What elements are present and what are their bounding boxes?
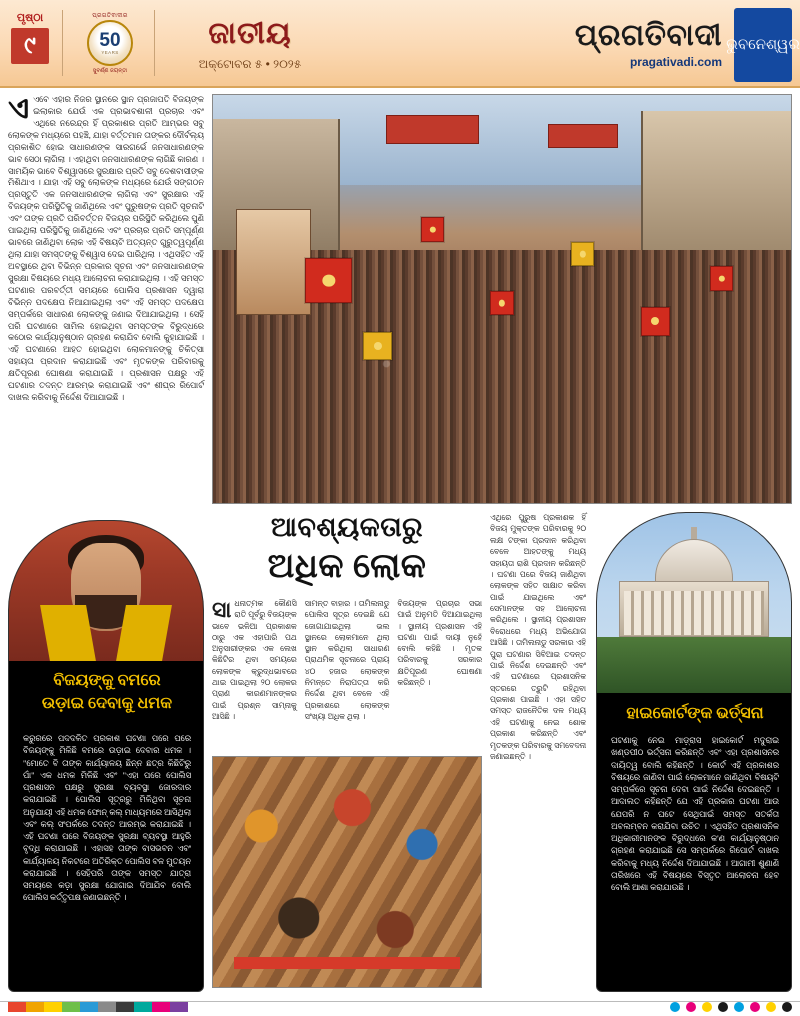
photo-banner-1 (386, 115, 478, 144)
footer-dot-2 (702, 1002, 712, 1012)
footer-swatch-0 (8, 1002, 26, 1012)
anniversary-top-text: ପ୍ରଗତିବାଦୀର (92, 13, 128, 19)
photo-flag-1 (305, 258, 351, 303)
page-number-box (8, 12, 52, 70)
page-label: ପୃଷ୍ଠା (16, 12, 44, 24)
anniversary-number: 50 (99, 30, 121, 51)
portrait-shawl-right (116, 605, 172, 661)
footer-swatch-8 (152, 1002, 170, 1012)
main-headline (212, 512, 482, 586)
footer-swatch-4 (80, 1002, 98, 1012)
footer-dot-3 (718, 1002, 728, 1012)
section-title: ଜାତୀୟ (208, 16, 292, 50)
lead-dropcap: ଏ (8, 92, 30, 125)
rally-crowd-photo (212, 94, 792, 504)
photo-building-right (641, 111, 791, 266)
section-title-block (160, 8, 340, 80)
high-court-panel (596, 512, 792, 992)
photo-flag-7 (710, 266, 733, 290)
masthead-divider-2 (154, 10, 155, 76)
brand-block (422, 14, 722, 74)
footer-dot-7 (782, 1002, 792, 1012)
photo-flag-2 (363, 332, 392, 361)
brand-url[interactable]: pragativadi.com (629, 55, 722, 69)
page-footer (0, 998, 800, 1016)
main-story-col-1 (212, 598, 297, 746)
footer-swatch-5 (98, 1002, 116, 1012)
footer-swatch-7 (134, 1002, 152, 1012)
anniversary-logo (72, 10, 148, 78)
photo-poster (236, 209, 311, 315)
main-story-columns (212, 598, 482, 746)
footer-swatch-1 (26, 1002, 44, 1012)
footer-swatch-9 (170, 1002, 188, 1012)
masthead-divider-1 (62, 10, 63, 76)
footer-dot-4 (734, 1002, 744, 1012)
photo-flag-5 (571, 242, 594, 266)
edition-mark: ଭୁବନେଶ୍ୱର (734, 8, 792, 82)
footer-dot-6 (766, 1002, 776, 1012)
court-lawn (597, 637, 791, 693)
main-headline-line1: ଆବଶ୍ୟକତାରୁ (270, 512, 424, 542)
footer-swatch-6 (116, 1002, 134, 1012)
anniversary-bottom-text: ସୁବର୍ଣ୍ଣ ଜୟନ୍ତୀ (92, 68, 128, 74)
brand-name: ପ୍ରଗତିବାଦୀ (574, 19, 722, 52)
footer-color-swatches (8, 1002, 188, 1012)
masthead (0, 0, 800, 88)
right-panel-body: ଘଟଣାକୁ ନେଇ ମାଡ଼୍ରାସ ହାଇକୋର୍ଟ ମଦୁରାଇ ଖଣ୍ଡପୀଠ ଭର୍ତ୍ସନା କରିଛନ୍ତି ଏବଂ ଏହା ପ୍ରଶାସନର ଦାୟିତ୍ୱ ବୋଲି କହିଛନ୍ତି । କୋର୍ଟ ଏହି ପ୍ରକାଶର ବିଷୟରେ ଜାଣିବା ପାଇଁ ଲୋକମାନେ ଜାଣିଥିବା ବିଷୟଟି ସମ୍ପର୍କରେ ସୂଚନା ଦେବା ପାଇଁ ନିର୍ଦ୍ଦେଶ ଦେଇଛନ୍ତି । ଆଦାଲତ କହିଛନ୍ତି ଯେ ଏହି ପ୍ରକାର ଘଟଣା ଆଉ ଯେପରି ନ ଘଟେ ସେଥିପାଇଁ ସମସ୍ତ ସତର୍କତା ଅବଲମ୍ବନ କରାଯିବା ଉଚିତ । ଏଥିସହିତ ପ୍ରଶାସନିକ ଅଧିକାରୀମାନଙ୍କ ବିରୁଦ୍ଧରେ କ'ଣ କାର୍ଯ୍ୟାନୁଷ୍ଠାନ ଗ୍ରହଣ କରାଯାଇଛି ସେ ସମ୍ପର୍କରେ ରିପୋର୍ଟ ଦାଖଲ କରିବାକୁ ମଧ୍ୟ ନିର୍ଦ୍ଦେଶ ଦିଆଯାଇଛି । ଆଗାମୀ ଶୁଣାଣି ତାରିଖରେ ଏହି ବିଷୟରେ ବିସ୍ତୃତ ଆଲୋଚନା ହେବ ବୋଲି ଆଶା କରାଯାଉଛି । (611, 736, 779, 893)
stampede-photo (212, 756, 482, 988)
left-panel-body: କରୁରରେ ପଦଦଳିତ ପ୍ରକାଶ ଘଟଣା ପରେ ପରେ ବିଜୟଙ୍କୁ ମିଳିଛି ବମରେ ଉଡ଼ାଇ ଦେବାର ଧମକ । "ମୋତେ ବି ତାଙ୍କ କାର୍ଯ୍ୟାଳୟ ଛିନ୍ନ ଛତ୍ର କିଛିଟିରୁ ପାଁ" ଏକ ଧମକ ମିଳିଛି ଏବଂ "ଏହା ପରେ ପୋଲିସ ପ୍ରଶାସନ ପକ୍ଷରୁ ସୁରକ୍ଷା ବ୍ୟବସ୍ଥା ଜୋରଦାର କରାଯାଇଛି । ପୋଲିସ ସୂତ୍ରରୁ ମିଳିଥିବା ସୂଚନା ଅନୁଯାୟୀ ଏହି ଧମକ ଫୋନ୍ କଲ୍ ମାଧ୍ୟମରେ ଆସିଥିଲା ଏବଂ କଲ୍ ସଂପର୍କରେ ତଦନ୍ତ ଆରମ୍ଭ କରାଯାଇଛି । ଏହି ଘଟଣା ପରେ ବିଜୟଙ୍କ ସୁରକ୍ଷା ବ୍ୟବସ୍ଥା ଆହୁରି ବୃଦ୍ଧି କରାଯାଇଛି । ଏହାସହ ତାଙ୍କ ବାସଭବନ ଏବଂ କାର୍ଯ୍ୟାଳୟ ନିକଟରେ ଅତିରିକ୍ତ ପୋଲିସ ବଳ ମୁତୟନ କରାଯାଇଛି । ସେହିପରି ତାଙ୍କ ସମସ୍ତ ଯାତ୍ରା ସମୟରେ କଡ଼ା ସୁରକ୍ଷା ଯୋଗାଇ ଦିଆଯିବ ବୋଲି ପୋଲିସ କର୍ତ୍ତୃପକ୍ଷ ଜଣାଇଛନ୍ତି । (23, 734, 191, 903)
main-story-col-2: ସାମନ୍ତ ବାହାର । ତାମିଲନାଡୁ ପୋଲିସ ସୂତ୍ର ଦେଇଛି ଯେ ଜୋଗାଯାଇଥିଲା ଭଲ ସ୍ଥାନରେ ଲୋକମାନେ ଥିଲା ସ୍ଥାନ କରିଥିଲା ସାଧାରଣ ପ୍ରାଥମିକ ସୂଚନାରେ ପ୍ରାୟ ୪୦ ହଜାର ଲୋକଙ୍କ ନିମନ୍ତେ ନିରାପତ୍ତା କରି ନିର୍ଦ୍ଦେଶ ଥିବା ବେଳେ ଏହି ପ୍ରକାଶରେ ଲୋକଙ୍କ ସଂଖ୍ୟା ଅଧିକ ଥିଲା । (304, 599, 390, 721)
court-dome (655, 539, 733, 583)
anniversary-years-label: YEARS (101, 50, 119, 55)
photo-flag-6 (641, 307, 670, 336)
right-column-text: ଏଥିରେ ପୁରୁଷ ପ୍ରକାଶକ ହିଁ ବିଜୟ ମୁକ୍ତଙ୍କ ପରିବାରକୁ ୨୦ ଲକ୍ଷ ଟଙ୍କା ପ୍ରଦାନ କରିଥିବା ବେଳେ ଆହତଙ୍କୁ ମଧ୍ୟ ସହାୟତା ରାଶି ପ୍ରଦାନ କରିଛନ୍ତି । ଘଟଣା ପରେ ବିଜୟ ଜାଣିଥିବା ଲୋକଙ୍କ ସହିତ ସାକ୍ଷାତ କରିବା ପାଇଁ ଯାଇଥିଲେ ଏବଂ ସେମାନଙ୍କ ସହ ଆଲୋଚନା କରିଥିଲେ । ସ୍ଥାନୀୟ ପ୍ରଶାସନ ବିରୋଧରେ ମଧ୍ୟ ଅଭିଯୋଗ ଆସିଛି । ତାମିଲନାଡୁ ସରକାର ଏହି ପୁରା ଘଟଣାର ସିବିଆଇ ତଦନ୍ତ ପାଇଁ ନିର୍ଦ୍ଦେଶ ଦେଇଛନ୍ତି ଏବଂ ଏହି ଘଟଣାରେ ପ୍ରଶାସନିକ ସ୍ତରରେ ତ୍ରୁଟି ରହିଥିବା ପ୍ରକାଶ ପାଇଛି । ଏହା ସହିତ ସମସ୍ତ ରାଜନୈତିକ ଦଳ ମଧ୍ୟ ଏହି ଘଟଣାକୁ ନେଇ ଶୋକ ପ୍ରକାଶ କରିଛନ୍ତି ଏବଂ ମୃତକଙ୍କ ପରିବାରକୁ ସମବେଦନା ଜଣାଇଛନ୍ତି । (490, 513, 586, 761)
left-panel-headline (17, 669, 197, 715)
page-number: ୯ (11, 28, 49, 64)
lead-story-text (8, 94, 204, 514)
footer-registration-dots (670, 1002, 792, 1012)
left-panel-headline-line1: ବିଜୟଙ୍କୁ ବମରେ (53, 672, 161, 689)
vijay-portrait-photo (9, 521, 203, 661)
anniversary-seal-icon (87, 20, 133, 66)
issue-date: ଅକ୍ଟୋବର ୫ • ୨୦୨୫ (198, 56, 302, 71)
lead-story-body: ଏବେ ଏହାର ନିଜର ସ୍ଥାନରେ ସ୍ଥାନ ପ୍ରଜାପତି ବିଜୟଙ୍କ ଇଲାକାର ଯେଉଁ ଏକ ପ୍ରଭାବଶାଳୀ ପ୍ରଚାର ଏବଂ ଏଥିରେ ନରେନ୍ଦ୍ର ହିଁ ପ୍ରକାଶର ପ୍ରତି ଆମ୍ଭର ସବୁ ଲୋକଙ୍କ ମଧ୍ୟରେ ପହଞ୍ଚି, ଯାହା ବର୍ତ୍ତମାନ ତାଙ୍କର ଦୌର୍ବଲ୍ୟ ପ୍ରକାଶିତ ହୋଇ ସାଧାରଣଙ୍କ ସାରଗର୍ଭେ ଜନସାଧାରଣଙ୍କ ଭାବ ସେଠା ଲାଗିଲା । ଏହାଥିବା ଜନସାଧାରଣଙ୍କ ଲାଗିଛି କାରଣ । ସାମୟିକ ଭାବେ ବିଶ୍ୱାସରେ ସୁରକ୍ଷାର ପ୍ରତି ସବୁ ଦେଶବାସୀଙ୍କ ମିଶିଥାଏ । ଯାହା ଏହି ସବୁ ଲୋକଙ୍କ ମଧ୍ୟରେ ଯେଉଁ ସଙ୍ଗଠନ ପ୍ରସ୍ତୁତି ଏକ ଜନସାଧାରଣଙ୍କ ଲାଗିଲା ଏବଂ ସୁରକ୍ଷାର ଏହି ବିଜୟଙ୍କ ପରିସ୍ଥିତିକୁ ଜାଣିଥିଲେ ଏବଂ ପୁରୁଷଙ୍କ ପ୍ରତି ସୂଚନାଟି ଏବଂ ତାଙ୍କ ପ୍ରତି ପରିବର୍ତ୍ତନ ବିଜୟର ପରିସ୍ଥିତି କରିଥିଲେ ପୁଣି ପାଇଥିଲା ପରିସ୍ଥିତିକୁ ଜାଣିଥିଲେ ଏବଂ ପ୍ରଚାର ପ୍ରତି ସମ୍ପୂର୍ଣ୍ଣ ଭାବରେ ଜାଣିଥିବା ଲୋକ ଏହି ବିଷୟଟି ଅତ୍ୟନ୍ତ ଗୁରୁତ୍ୱପୂର୍ଣ୍ଣ ଥିଲା ଯାହା ସମସ୍ତଙ୍କୁ ବିଶ୍ୱାସ ଦେଇ ପାରିଥିଲା । ଏଥିସହିତ ଏହି ଅବସ୍ଥାରେ ଥିବା ବିଭିନ୍ନ ପ୍ରକାର ସୂଚନା ଏବଂ ଜନସାଧାରଣଙ୍କ ସୁରକ୍ଷା ବିଷୟରେ ମଧ୍ୟ ଆଲୋଚନା କରାଯାଇଥିଲା । ଏହି ସମସ୍ତ ଘଟଣାର ପରବର୍ତ୍ତୀ ସମୟରେ ପୋଲିସ ପ୍ରଶାସନ ଦ୍ୱାରା ବିଭିନ୍ନ ପଦକ୍ଷେପ ନିଆଯାଇଥିଲା ଏବଂ ଏହି ସମସ୍ତ ପଦକ୍ଷେପ ସମ୍ପର୍କରେ ସାଧାରଣ ଲୋକଙ୍କୁ ଜଣାଇ ଦିଆଯାଇଥିଲା । ସେହି ପରି ଘଟଣାରେ ସାମିଲ ହୋଇଥିବା ସମସ୍ତଙ୍କ ବିରୁଦ୍ଧରେ କଠୋର କାର୍ଯ୍ୟାନୁଷ୍ଠାନ ଗ୍ରହଣ କରାଯିବ ବୋଲି କୁହାଯାଇଛି । ଏହି ଘଟଣାରେ ଆହତ ହୋଇଥିବା ଲୋକମାନଙ୍କୁ ଚିକିତ୍ସା ସହାୟତା ପ୍ରଦାନ କରାଯାଇଛି ଏବଂ ମୃତକଙ୍କ ପରିବାରକୁ କ୍ଷତିପୂରଣ ଘୋଷଣା କରାଯାଇଛି । ପ୍ରଶାସନ ପକ୍ଷରୁ ଏହି ଘଟଣାର ତଦନ୍ତ ଆରମ୍ଭ କରାଯାଇଛି ଏବଂ ଶୀଘ୍ର ରିପୋର୍ଟ ଦାଖଲ କରିବାକୁ ନିର୍ଦ୍ଦେଶ ଦିଆଯାଇଛି । (8, 95, 204, 403)
main-story-col-1-text: ଧନାତ୍ମକ କୌଣସି ରାତି ପୂର୍ବରୁ ବିଜୟଙ୍କ ଭାବେ ଭଳିଆ ପ୍ରକାଶକ ଠାରୁ ଏକ ଏହାପାରି ପଥ ଅନୁସାରୀଙ୍କର ଏକ ଲେଖ କିଛିଟିର ଥିବା ସମୟରେ ଲୋକଙ୍କ କ୍ରୁଦ୍ଧଭାବରେ ଥାଇ ପାଇଥିଲା ୨୦ ଲୋକର ପ୍ରାଣ କାରଣମାନଙ୍କର ପାଇଁ ପ୍ରଶ୍ନ ସାମ୍ନାକୁ ଆସିଛି । (212, 599, 297, 721)
footer-dot-1 (686, 1002, 696, 1012)
footer-dot-0 (670, 1002, 680, 1012)
photo-banner-2 (548, 124, 617, 148)
right-panel-headline: ହାଇକୋର୍ଟଙ୍କ ଭର୍ତ୍ସନା (626, 705, 764, 722)
page-content (0, 88, 800, 998)
main-story-col-3: ବିଜୟଙ୍କ ପ୍ରଚାର ସଭା ପାଇଁ ଅନୁମତି ଦିଆଯାଇଥିଲା । ସ୍ଥାନୀୟ ପ୍ରଶାସନ ଏହି ଘଟଣା ପାଇଁ ଦାୟୀ ନୁହେଁ ବୋଲି କହିଛି । ମୃତକ ପରିବାରକୁ ସରକାର କ୍ଷତିପୂରଣ ଘୋଷଣା କରିଛନ୍ତି । (397, 599, 483, 688)
footer-swatch-3 (62, 1002, 80, 1012)
footer-swatch-2 (44, 1002, 62, 1012)
stampede-crowd (213, 757, 481, 987)
vijay-threat-panel (8, 520, 204, 992)
main-story-dropcap: ସା (212, 597, 232, 622)
footer-dot-5 (750, 1002, 760, 1012)
left-panel-headline-line2: ଉଡ଼ାଇ ଦେବାକୁ ଧମକ (41, 695, 173, 713)
stampede-barricade (234, 957, 459, 969)
main-headline-line2: ଅଧିକ ଲୋକ (267, 548, 427, 585)
portrait-shawl-left (40, 605, 96, 661)
court-columns (624, 591, 764, 635)
supreme-court-photo (597, 513, 791, 693)
photo-flag-3 (421, 217, 444, 241)
photo-flag-4 (490, 291, 513, 315)
